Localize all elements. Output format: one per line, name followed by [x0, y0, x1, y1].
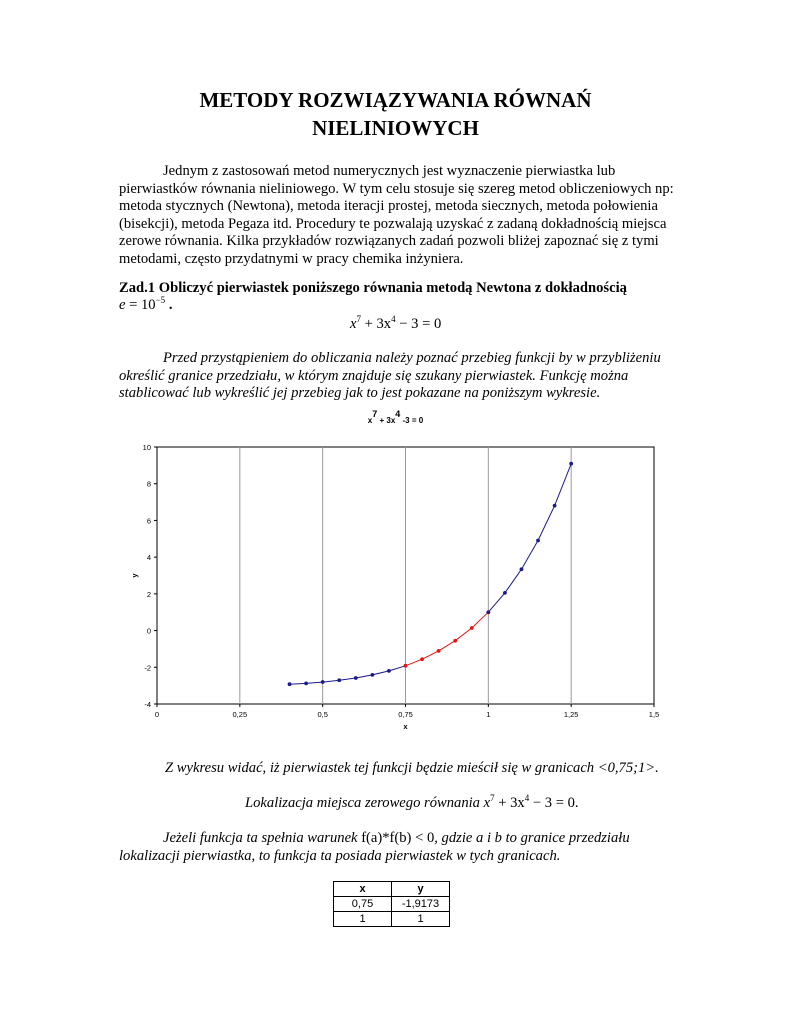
chart-title: $x^7 + 3x^4$ -3 = 0: [367, 409, 424, 425]
equation: [350, 316, 441, 333]
y-tick-label: -4: [144, 700, 151, 709]
cond-rest: , gdzie a i b to granice przedziału lokalizacji pierwiastka, to funkcja ta posiada pierwiastek w tych granicach.: [119, 830, 630, 864]
cond-formula: f(a)*f(b) < 0: [361, 830, 435, 846]
data-point: [553, 504, 557, 508]
y-tick-label: 4: [146, 553, 151, 563]
eq-mid: + 3x: [360, 316, 392, 332]
table-row: [334, 912, 450, 927]
precision-formula: [119, 297, 172, 314]
data-point: [437, 649, 441, 653]
data-point: [453, 639, 457, 643]
chart-intro-paragraph: Przed przystąpieniem do obliczania należy poznać przebieg funkcji by w przybliżeniu określić granice przedziału, w którym znajduje się szukany pierwiastek. Funkcję można stablicować lub wykreślić jej przebieg jak to jest pokazane na poniższym wykresie.: [119, 350, 661, 402]
title-line-1: METODY ROZWIĄZYWANIA RÓWNAŃ: [199, 88, 592, 112]
root-localization-text: Lokalizacja miejsca zerowego równania: [245, 795, 484, 811]
s2-x: x: [483, 795, 491, 811]
y-tick-label: -2: [144, 663, 151, 673]
x-axis-label: x: [403, 722, 408, 731]
table-header-x: x: [334, 882, 392, 897]
table-cell: 1: [392, 912, 450, 927]
table-header-row: [334, 882, 450, 897]
interval-sentence: Z wykresu widać, iż pierwiastek tej funkcji będzie mieścił się w granicach <0,75;1>.: [165, 760, 659, 776]
data-point: [536, 539, 540, 543]
table-cell: -1,9173: [392, 897, 450, 912]
table-cell: 1: [334, 912, 392, 927]
title-line-2: NIELINIOWYCH: [312, 116, 479, 140]
y-tick-label: 6: [146, 516, 151, 526]
x-tick-label: 1: [486, 710, 491, 719]
data-point: [486, 610, 490, 614]
eq-end: − 3 = 0: [395, 316, 442, 332]
x-tick-label: 0,75: [398, 710, 413, 719]
data-point: [420, 657, 424, 661]
y-tick-label: 10: [142, 443, 151, 452]
data-point: [520, 567, 524, 571]
data-point: [337, 678, 341, 682]
y-tick-label: 8: [146, 479, 151, 489]
eq-pow7: 7: [356, 314, 361, 324]
page-title: [0, 86, 791, 142]
x-tick-label: 1,5: [648, 710, 660, 719]
root-localization: [245, 795, 579, 812]
s2-pow7: 7: [490, 793, 495, 803]
x-tick-label: 0,5: [317, 710, 328, 719]
precision-end: .: [165, 297, 173, 313]
y-tick-label: 0: [146, 626, 151, 636]
condition-paragraph: [119, 830, 679, 865]
precision-var: e: [119, 297, 126, 313]
y-tick-label: 2: [146, 589, 151, 599]
s2-pow4: 4: [524, 793, 530, 803]
values-table: [333, 881, 450, 927]
x-tick-label: 1,25: [563, 710, 579, 719]
function-chart: [120, 436, 665, 736]
precision-exp: −5: [155, 295, 166, 305]
data-point: [503, 591, 507, 595]
y-axis-label: y: [130, 573, 139, 578]
x-tick-label: 0: [154, 710, 160, 719]
data-point: [404, 664, 408, 668]
eq-x: x: [350, 316, 357, 332]
data-point: [569, 462, 573, 466]
intro-paragraph: Jednym z zastosowań metod numerycznych jest wyznaczenie pierwiastka lub pierwiastków równania nieliniowego. W tym celu stosuje się szereg metod obliczeniowych np: metoda stycznych (Newtona), metoda iteracji prostej, metoda siecznych, metoda połowienia (bisekcji), metoda Pegaza itd. Procedury te pozwalają uzyskać z zadaną dokładnością miejsca zerowe równania. Kilka przykładów rozwiązanych zadań pozwoli bliżej zapoznać się z tymi metodami, często przydatnymi w pracy chemika inżyniera.: [119, 163, 674, 267]
precision-eq: = 10: [125, 297, 156, 313]
data-point: [370, 673, 374, 677]
eq-pow4: 4: [391, 314, 396, 324]
data-point: [470, 626, 474, 630]
task-heading: Zad.1 Obliczyć pierwiastek poniższego równania metodą Newtona z dokładnością: [119, 280, 627, 296]
table-row: [334, 897, 450, 912]
table-cell: 0,75: [334, 897, 392, 912]
s2-mid: + 3x: [494, 795, 525, 811]
data-point: [387, 669, 391, 673]
data-point: [304, 681, 308, 685]
table-header-y: y: [392, 882, 450, 897]
data-point: [354, 676, 358, 680]
data-point: [321, 680, 325, 684]
cond-intro: Jeżeli funkcja ta spełnia warunek: [163, 830, 362, 846]
s2-end: − 3 = 0.: [529, 795, 579, 811]
x-tick-label: 0,25: [232, 710, 248, 719]
data-point: [288, 682, 292, 686]
